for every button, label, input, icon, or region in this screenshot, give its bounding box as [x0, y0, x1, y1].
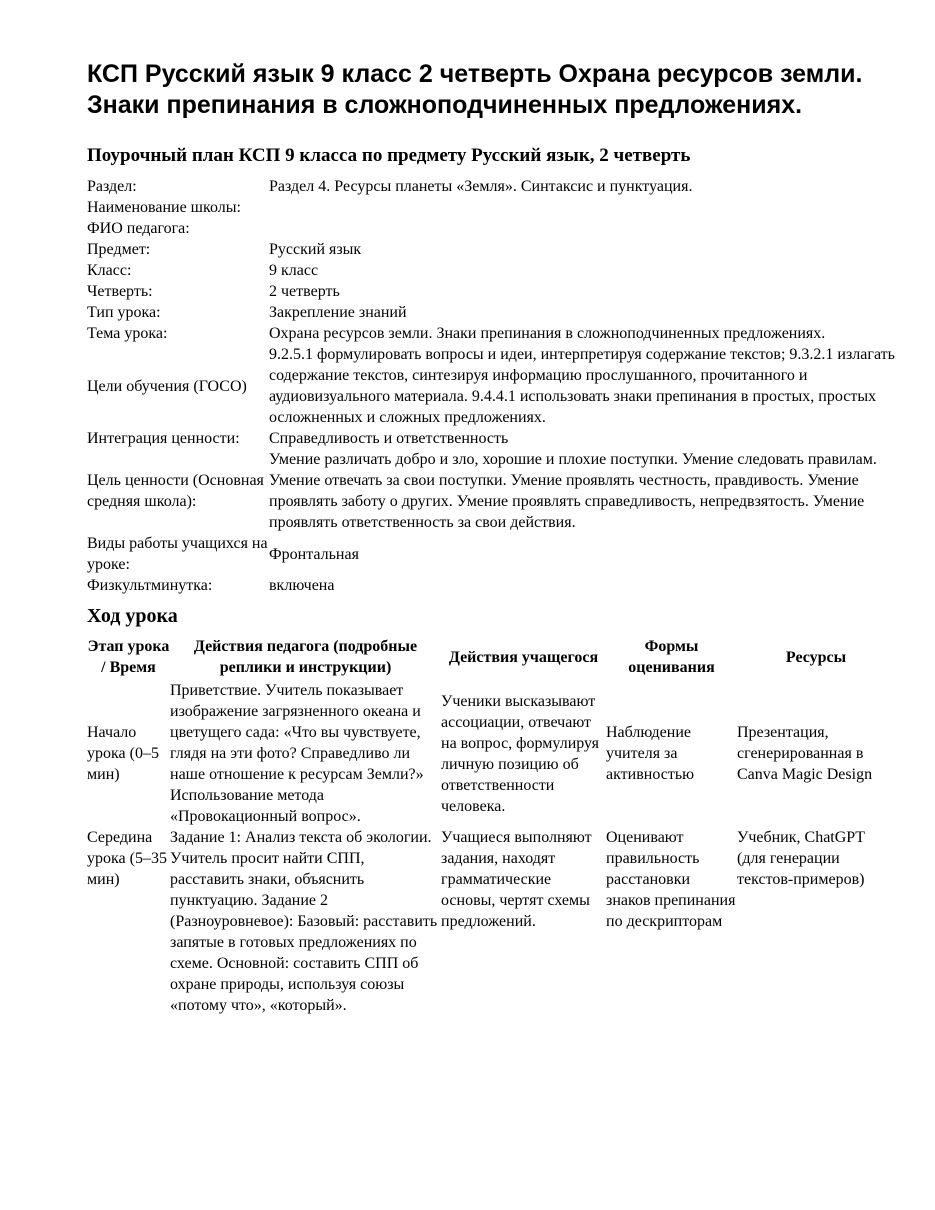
meta-value: Раздел 4. Ресурсы планеты «Земля». Синтаксис и пунктуация. [269, 178, 693, 195]
meta-label: Наименование школы: [87, 199, 241, 216]
meta-label: Предмет: [87, 241, 151, 258]
cell-teacher-actions: Задание 1: Анализ текста об экологии. Учитель просит найти СПП, расставить знаки, объяснить пунктуацию. Задание 2 (Разноуровневое): Базовый: расставить запятые в готовых предложениях по схеме. Основной: составить СПП об охране природы, используя союзы «потому что», «который». [170, 829, 438, 1014]
meta-value: Охрана ресурсов земли. Знаки препинания в сложноподчиненных предложениях. [269, 325, 826, 342]
meta-row [87, 344, 897, 428]
meta-row [87, 323, 897, 344]
header-stage: Этап урока / Время [87, 638, 170, 676]
header-resources: Ресурсы [785, 648, 847, 666]
meta-row [87, 428, 897, 449]
meta-label: Цели обучения (ГОСО) [87, 377, 247, 395]
meta-label: ФИО педагога: [87, 220, 190, 237]
meta-row [87, 449, 897, 533]
meta-value: Фронтальная [269, 545, 359, 563]
meta-row [87, 197, 897, 218]
meta-value: 9.2.5.1 формулировать вопросы и идеи, интерпретируя содержание текстов; 9.3.2.1 излагать содержание текстов, синтезируя информацию прослушанного, прочитанного и аудиовизуального материала. 9.4.4.1 использовать знаки препинания в простых, простых осложненных и сложных предложениях. [269, 346, 895, 426]
cell-student-actions: Учащиеся выполняют задания, находят грамматические основы, чертят схемы предложений. [441, 829, 592, 930]
meta-label: Интеграция ценности: [87, 430, 240, 447]
meta-label: Тип урока: [87, 304, 161, 321]
meta-row [87, 218, 897, 239]
meta-label: Четверть: [87, 283, 153, 300]
meta-row [87, 260, 897, 281]
meta-value: Русский язык [269, 241, 362, 258]
meta-value [269, 218, 897, 239]
lesson-heading: Ход урока [87, 605, 178, 627]
meta-row [87, 176, 897, 197]
meta-label: Класс: [87, 262, 132, 279]
meta-value: Умение различать добро и зло, хорошие и плохие поступки. Умение следовать правилам. Умение отвечать за свои поступки. Умение проявлять честность, правдивость. Умение проявлять заботу о других. Умение проявлять справедливость, непредвзятость. Умение проявлять ответственность за свои действия. [269, 451, 877, 531]
meta-label: Раздел: [87, 178, 137, 195]
cell-teacher-actions: Приветствие. Учитель показывает изображение загрязненного океана и цветущего сада: «Что вы чувствуете, глядя на эти фото? Справедливо ли наше отношение к ресурсам Земли?» Использование метода «Провокационный вопрос». [170, 682, 424, 825]
lesson-meta-table [87, 176, 897, 596]
meta-label: Цель ценности (Основная средняя школа): [87, 472, 264, 510]
cell-assessment: Оценивают правильность расстановки знаков препинания по дескрипторам [606, 829, 736, 930]
meta-row [87, 239, 897, 260]
meta-label: Виды работы учащихся на уроке: [87, 535, 268, 573]
cell-stage: Середина урока (5–35 мин) [87, 829, 167, 888]
plan-header-row [87, 634, 895, 680]
lesson-plan-table [87, 634, 895, 1016]
cell-assessment: Наблюдение учителя за активностью [606, 724, 695, 783]
document-title: КСП Русский язык 9 класс 2 четверть Охрана ресурсов земли. Знаки препинания в сложноподчиненных предложениях. [87, 60, 863, 119]
cell-student-actions: Ученики высказывают ассоциации, отвечают на вопрос, формулируя личную позицию об ответственности человека. [441, 692, 600, 815]
meta-value: 9 класс [269, 262, 319, 279]
cell-resources: Учебник, ChatGPT (для генерации текстов-примеров) [737, 829, 865, 888]
plan-subtitle: Поурочный план КСП 9 класса по предмету Русский язык, 2 четверть [87, 145, 691, 166]
meta-value: Справедливость и ответственность [269, 430, 509, 447]
header-assessment: Формы оценивания [628, 638, 715, 676]
plan-row [87, 827, 895, 1016]
meta-value: включена [269, 577, 335, 594]
header-student-actions: Действия учащегося [448, 648, 599, 666]
meta-row [87, 302, 897, 323]
meta-value [269, 197, 897, 218]
cell-resources: Презентация, сгенерированная в Canva Magic Design [737, 724, 873, 783]
plan-row [87, 680, 895, 827]
meta-label: Физкультминутка: [87, 577, 213, 594]
meta-row [87, 533, 897, 575]
cell-stage: Начало урока (0–5 мин) [87, 724, 159, 783]
header-teacher-actions: Действия педагога (подробные реплики и инструкции) [193, 638, 418, 676]
meta-label: Тема урока: [87, 325, 168, 342]
meta-row [87, 281, 897, 302]
meta-value: 2 четверть [269, 283, 340, 300]
meta-value: Закрепление знаний [269, 304, 407, 321]
meta-row [87, 575, 897, 596]
